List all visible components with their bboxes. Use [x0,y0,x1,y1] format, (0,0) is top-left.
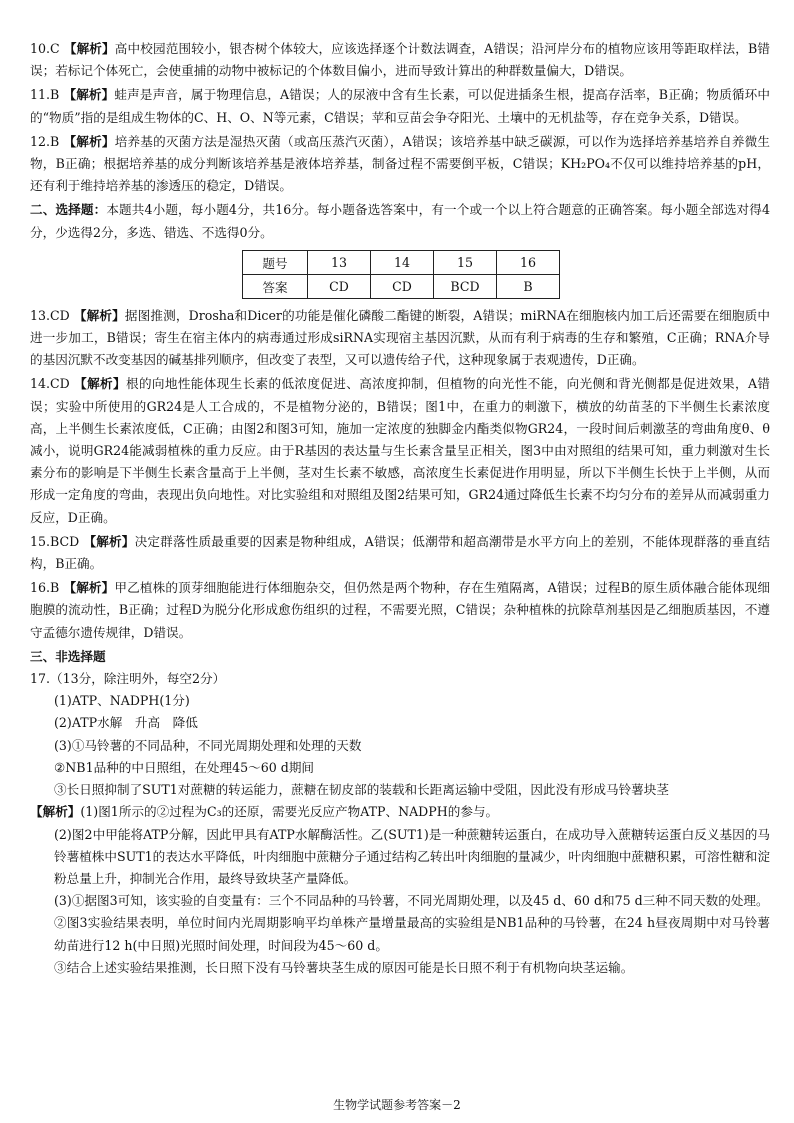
answer-15: 15.BCD 【解析】决定群落性质最重要的因素是物种组成，A错误；低潮带和超高潮带是水平方向上的差别，不能体现群落的垂直结构，B正确。 [30,533,770,572]
table-cell: 13 [308,250,371,274]
q17-analysis-line: (2)图2中甲能将ATP分解，因此甲具有ATP水解酶活性。乙(SUT1)是一种蔗糖转运蛋白，在成功导入蔗糖转运蛋白反义基因的马铃薯植株中SUT1的表达水平降低，叶肉细胞中蔗糖分子通过结构乙转出叶肉细胞的量减少，叶肉细胞中蔗糖积累，可溶性糖和淀粉总量上升，抑制光合作用，最终导致块茎产量降低。 [54,826,770,886]
answer-16: 16.B 【解析】甲乙植株的顶芽细胞能进行体细胞杂交，但仍然是两个物种，存在生殖隔离，A错误；过程B的原生质体融合能体现细胞膜的流动性，B正确；过程D为脱分化形成愈伤组织的过程，不需要光照，C错误；杂种植株的抗除草剂基因是乙细胞质基因，不遵守孟德尔遗传规律，D错误。 [30,580,770,640]
answer-14: 14.CD 【解析】根的向地性能体现生长素的低浓度促进、高浓度抑制，但植物的向光性不能，向光侧和背光侧都是促进效果，A错误；实验中所使用的GR24是人工合成的，不是植物分泌的，B错误；图1中，在重力的刺激下，横放的幼苗茎的下半侧生长素浓度高，上半侧生长素浓度低，C正确；由图2和图3可知，施加一定浓度的独脚金内酯类似物GR24，一段时间后刺激茎的弯曲角度θ、θ减小，说明GR24能减弱植株的重力反应。由于R基因的表达量与生长素含量呈正相关，图3中由对照组的结果可知，重力刺激对生长素分布的影响是下半侧生长素含量高于上半侧，茎对生长素不敏感，高浓度生长素促进作用明显，所以下半侧生长快于上半侧，从而形成一定角度的弯曲，表现出负向地性。对比实验组和对照组及图2结果可知，GR24通过降低生长素不均匀分布的差异从而减弱重力反应，D正确。 [30,376,770,525]
answer-table-header-row [243,250,560,274]
table-answer-label: 答案 [243,274,308,298]
q17-header: 17.（13分，除注明外，每空2分） [30,671,226,687]
table-cell: 16 [497,250,560,274]
table-header-label: 题号 [243,250,308,274]
table-cell: BCD [434,274,497,298]
answer-13: 13.CD 【解析】据图推测，Drosha和Dicer的功能是催化磷酸二酯键的断裂，A错误；miRNA在细胞核内加工后还需要在细胞质中进一步加工，B错误；寄生在宿主体内的病毒通过形成siRNA实现宿主基因沉默，从而有利于病毒的生存和繁殖，C正确；RNA介导的基因沉默不改变基因的碱基排列顺序，但改变了表型，又可以遗传给子代，这种现象属于表观遗传，D正确。 [30,307,771,368]
table-cell: 15 [434,250,497,274]
answer-table [242,250,560,299]
q17-answer-line: ③长日照抑制了SUT1对蔗糖的转运能力，蔗糖在韧皮部的装载和长距离运输中受阻，因此没有形成马铃薯块茎 [54,782,669,798]
answer-page [30,38,770,979]
q17-answer-line: (2)ATP水解 升高 降低 [54,715,198,731]
answer-10: 10.C 【解析】高中校园范围较小，银杏树个体较大，应该选择逐个计数法调查，A错误；沿河岸分布的植物应该用等距取样法，B错误；若标记个体死亡，会使重捕的动物中被标记的个体数目偏小，进而导致计算出的种群数量偏大，D错误。 [30,41,771,79]
page-footer: 生物学试题参考答案－2 [333,1098,461,1112]
table-cell: CD [308,274,371,298]
table-cell: CD [371,274,434,298]
answer-table-answer-row [243,274,560,298]
answer-12: 12.B 【解析】培养基的灭菌方法是湿热灭菌（或高压蒸汽灭菌），A错误；该培养基中缺乏碳源，可以作为选择培养基培养自养微生物，B正确；根据培养基的成分判断该培养基是液体培养基，制备过程不需要倒平板，C错误；KH₂PO₄不仅可以维持培养基的pH，还有利于维持培养基的渗透压的稳定，D错误。 [30,133,771,194]
q17-answer-line: (3)①马铃薯的不同品种，不同光周期处理和处理的天数 [54,737,362,753]
q17-analysis-line: ②图3实验结果表明，单位时间内光周期影响平均单株产量增量最高的实验组是NB1品种的马铃薯，在24 h昼夜周期中对马铃薯幼苗进行12 h(中日照)光照时间处理，时间段为45～60 d。 [54,915,770,953]
answer-11: 11.B 【解析】蛙声是声音，属于物理信息，A错误；人的尿液中含有生长素，可以促进插条生根，提高存活率，B正确；物质循环中的“物质”指的是组成生物体的C、H、O、N等元素，C错误；苹和豆苗会争夺阳光、土壤中的无机盐等，存在竞争关系，D错误。 [30,87,770,125]
section-2-instructions: 二、选择题：本题共4小题，每小题4分，共16分。每小题备选答案中，有一个或一个以上符合题意的正确答案。每小题全部选对得4分，少选得2分，多选、错选、不选得0分。 [30,202,770,240]
q17-analysis-line: (3)①据图3可知，该实验的自变量有：三个不同品种的马铃薯，不同光周期处理，以及45 d、60 d和75 d三种不同天数的处理。 [54,893,769,909]
q17-answer-line: (1)ATP、NADPH(1分) [54,693,190,709]
section-3-heading: 三、非选择题 [30,648,106,664]
table-cell: B [497,274,560,298]
q17-analysis-line: ③结合上述实验结果推测，长日照下没有马铃薯块茎生成的原因可能是长日照不利于有机物向块茎运输。 [54,959,634,975]
q17-answer-line: ②NB1品种的中日照组，在处理45～60 d期间 [54,759,315,775]
q17-analysis-intro: 【解析】(1)图1所示的②过程为C₃的还原，需要光反应产物ATP、NADPH的参与。 [30,804,499,820]
table-cell: 14 [371,250,434,274]
